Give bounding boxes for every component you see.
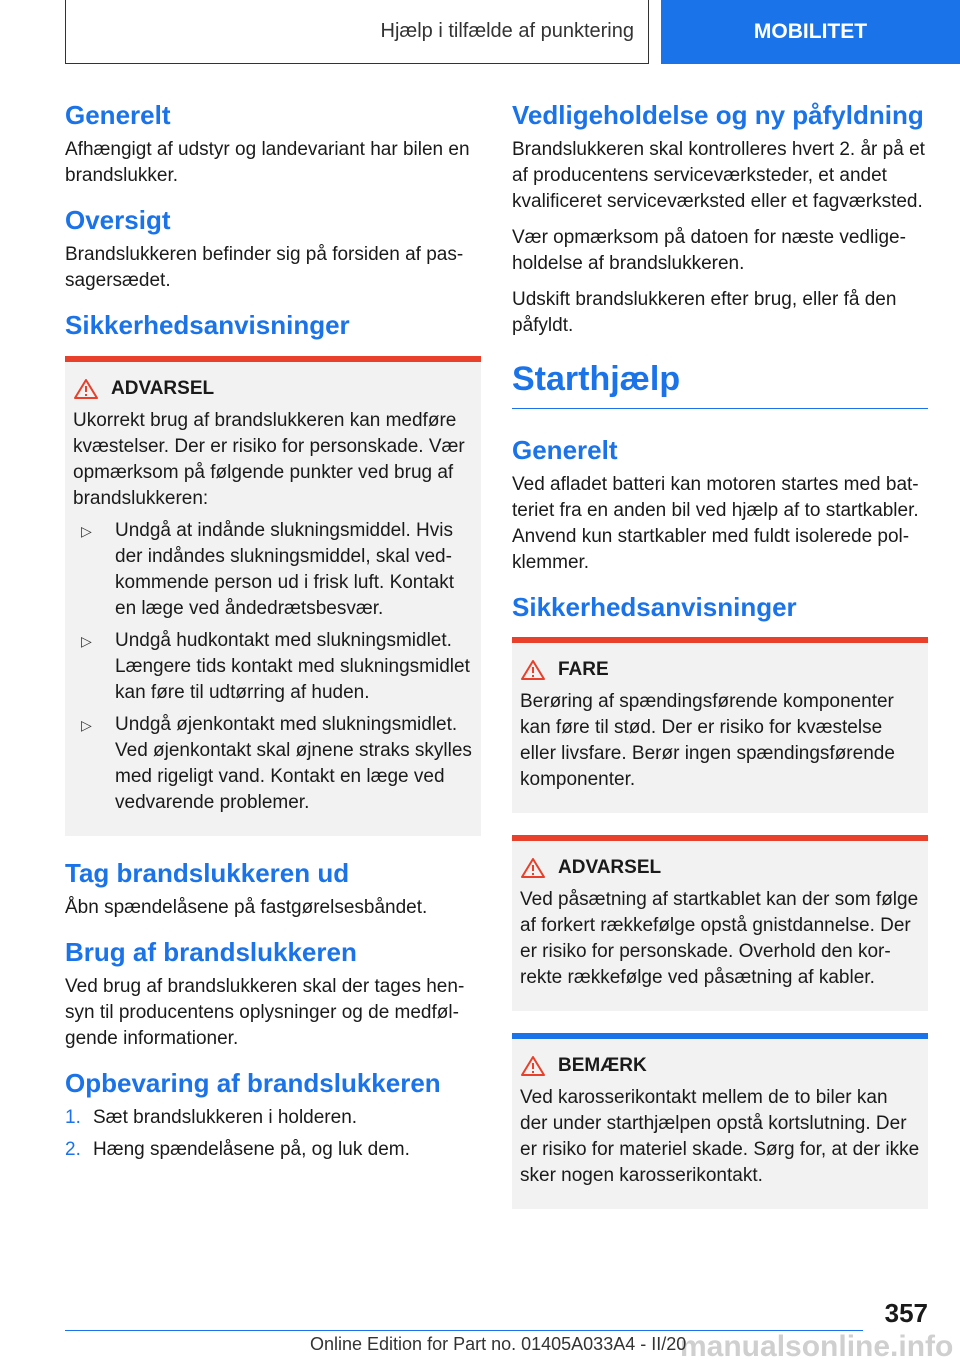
notice-bullets bbox=[73, 518, 473, 816]
warning-triangle-icon bbox=[73, 378, 99, 400]
heading-tag-ud: Tag brandslukkeren ud bbox=[65, 857, 350, 888]
list-item: 1. Sæt brandslukkeren i holderen. bbox=[65, 1107, 358, 1129]
text-generelt: Afhængigt af udstyr og landevariant har bilen en brandslukker. bbox=[65, 139, 470, 187]
notice-title bbox=[520, 659, 920, 681]
notice-label: ADVARSEL bbox=[558, 857, 662, 879]
section-tab bbox=[661, 0, 960, 64]
heading-rule bbox=[512, 408, 928, 409]
notice-bar bbox=[512, 637, 928, 643]
heading-opbevaring: Opbevaring af brandslukkeren bbox=[65, 1067, 441, 1098]
section-generelt bbox=[65, 100, 481, 189]
heading-vedligehold: Vedligeholdelse og ny påfyldning bbox=[512, 100, 924, 130]
chapter-title: Hjælp i tilfælde af punktering bbox=[380, 20, 634, 42]
left-column bbox=[65, 100, 481, 1179]
notice-bar bbox=[512, 835, 928, 841]
notice-advarsel bbox=[65, 356, 481, 836]
notice-label: ADVARSEL bbox=[111, 377, 215, 399]
list-item: ▷ Undgå at indånde slukningsmiddel. Hvis der indåndes slukningsmiddel, skal vedkommende person ud i frisk luft. Kontakt en læge ved åndedrætsbesvær. bbox=[73, 518, 473, 622]
heading-sikkerhed-start: Sikkerhedsanvisninger bbox=[512, 592, 797, 623]
heading-generelt-start: Generelt bbox=[512, 434, 618, 465]
heading-sikkerhed: Sikkerhedsanvisninger bbox=[65, 310, 350, 341]
footer-edition: Online Edition for Part no. 01405A033A4 - II/20 bbox=[310, 1334, 687, 1354]
notice-text: Berøring af spændingsførende komponenter kan føre til stød. Der er risiko for kvæstelse eller livsfare. Berør ingen spændingsførende komponenter. bbox=[520, 691, 895, 791]
notice-label: FARE bbox=[558, 659, 609, 681]
warning-triangle-icon bbox=[520, 857, 546, 879]
notice-label: BEMÆRK bbox=[558, 1055, 647, 1077]
text-vedligehold-2: Vær opmærksom på datoen for næste vedligeholdelse af brandslukkeren. bbox=[512, 227, 906, 275]
notice-title bbox=[520, 1055, 920, 1077]
heading-oversigt: Oversigt bbox=[65, 205, 171, 236]
section-brug bbox=[65, 937, 481, 1052]
chapter-header bbox=[65, 0, 649, 64]
text-tag-ud: Åbn spændelåsene på fastgørelsesbåndet. bbox=[65, 896, 428, 918]
text-generelt-start: Ved afladet batteri kan motoren startes med batteriet fra en anden bil ved hjælp af to startkabler. Anvend kun startkabler med fuldt isolerede polklemmer. bbox=[512, 474, 919, 574]
notice-title bbox=[73, 378, 473, 400]
list-item: ▷ Undgå hudkontakt med slukningsmidlet. Længere tids kontakt med slukningsmidlet kan føre til udtørring af huden. bbox=[73, 628, 473, 706]
right-column bbox=[512, 100, 928, 1231]
notice-title bbox=[520, 857, 920, 879]
notice-bar bbox=[512, 1033, 928, 1039]
list-item: 2. Hæng spændelåsene på, og luk dem. bbox=[65, 1139, 410, 1161]
heading-brug: Brug af brandslukkeren bbox=[65, 936, 357, 967]
section-tag-ud bbox=[65, 858, 481, 921]
notice-fare bbox=[512, 637, 928, 813]
section-title: MOBILITET bbox=[753, 20, 868, 43]
warning-triangle-icon bbox=[520, 659, 546, 681]
list-item: ▷ Undgå øjenkontakt med slukningsmidlet. Ved øjenkontakt skal øjnene straks skylles med rigeligt vand. Kontakt en læge ved vedvarende problemer. bbox=[73, 712, 473, 816]
notice-text: Ved karosserikontakt mellem de to biler kan der under starthjælpen opstå kortslutning. Der er risiko for materiel skade. Sørg for, at der ikke sker nogen karosserikontakt. bbox=[520, 1087, 920, 1187]
section-oversigt bbox=[65, 205, 481, 294]
heading-generelt: Generelt bbox=[65, 100, 171, 130]
heading-starthjaelp: Starthjælp bbox=[512, 360, 681, 399]
section-generelt-start bbox=[512, 435, 928, 576]
notice-text: Ukorrekt brug af brandslukkeren kan medføre kvæstelser. Der er risiko for personskade. Vær opmærksom på følgende punkter ved brug af brandslukkeren: bbox=[73, 409, 465, 509]
warning-triangle-icon bbox=[520, 1055, 546, 1077]
text-brug: Ved brug af brandslukkeren skal der tages hensyn til producentens oplysninger og de medfølgende informationer. bbox=[65, 975, 465, 1049]
page-number: 357 bbox=[884, 1298, 928, 1328]
bullet-triangle-icon: ▷ bbox=[81, 522, 92, 539]
text-oversigt: Brandslukkeren befinder sig på forsiden af passagersædet. bbox=[65, 244, 464, 292]
steps-list bbox=[65, 1105, 481, 1163]
bullet-triangle-icon: ▷ bbox=[81, 632, 92, 649]
section-opbevaring bbox=[65, 1068, 481, 1163]
section-vedligehold bbox=[512, 100, 928, 339]
text-vedligehold-1: Brandslukkeren skal kontrolleres hvert 2. år på et af producentens serviceværksteder, et andet kvalificeret serviceværksted eller et fagværksted. bbox=[512, 139, 925, 213]
bullet-triangle-icon: ▷ bbox=[81, 716, 92, 733]
text-vedligehold-3: Udskift brandslukkeren efter brug, eller få den påfyldt. bbox=[512, 289, 897, 337]
notice-bar bbox=[65, 356, 481, 362]
notice-bemaerk bbox=[512, 1033, 928, 1209]
watermark: manualsonline.info bbox=[680, 1330, 954, 1363]
notice-text: Ved påsætning af startkablet kan der som følge af forkert rækkefølge opstå gnistdannelse. Der er risiko for personskade. Overhold den korrekte rækkefølge ved påsætning af kabler. bbox=[520, 889, 919, 989]
notice-advarsel-start bbox=[512, 835, 928, 1011]
